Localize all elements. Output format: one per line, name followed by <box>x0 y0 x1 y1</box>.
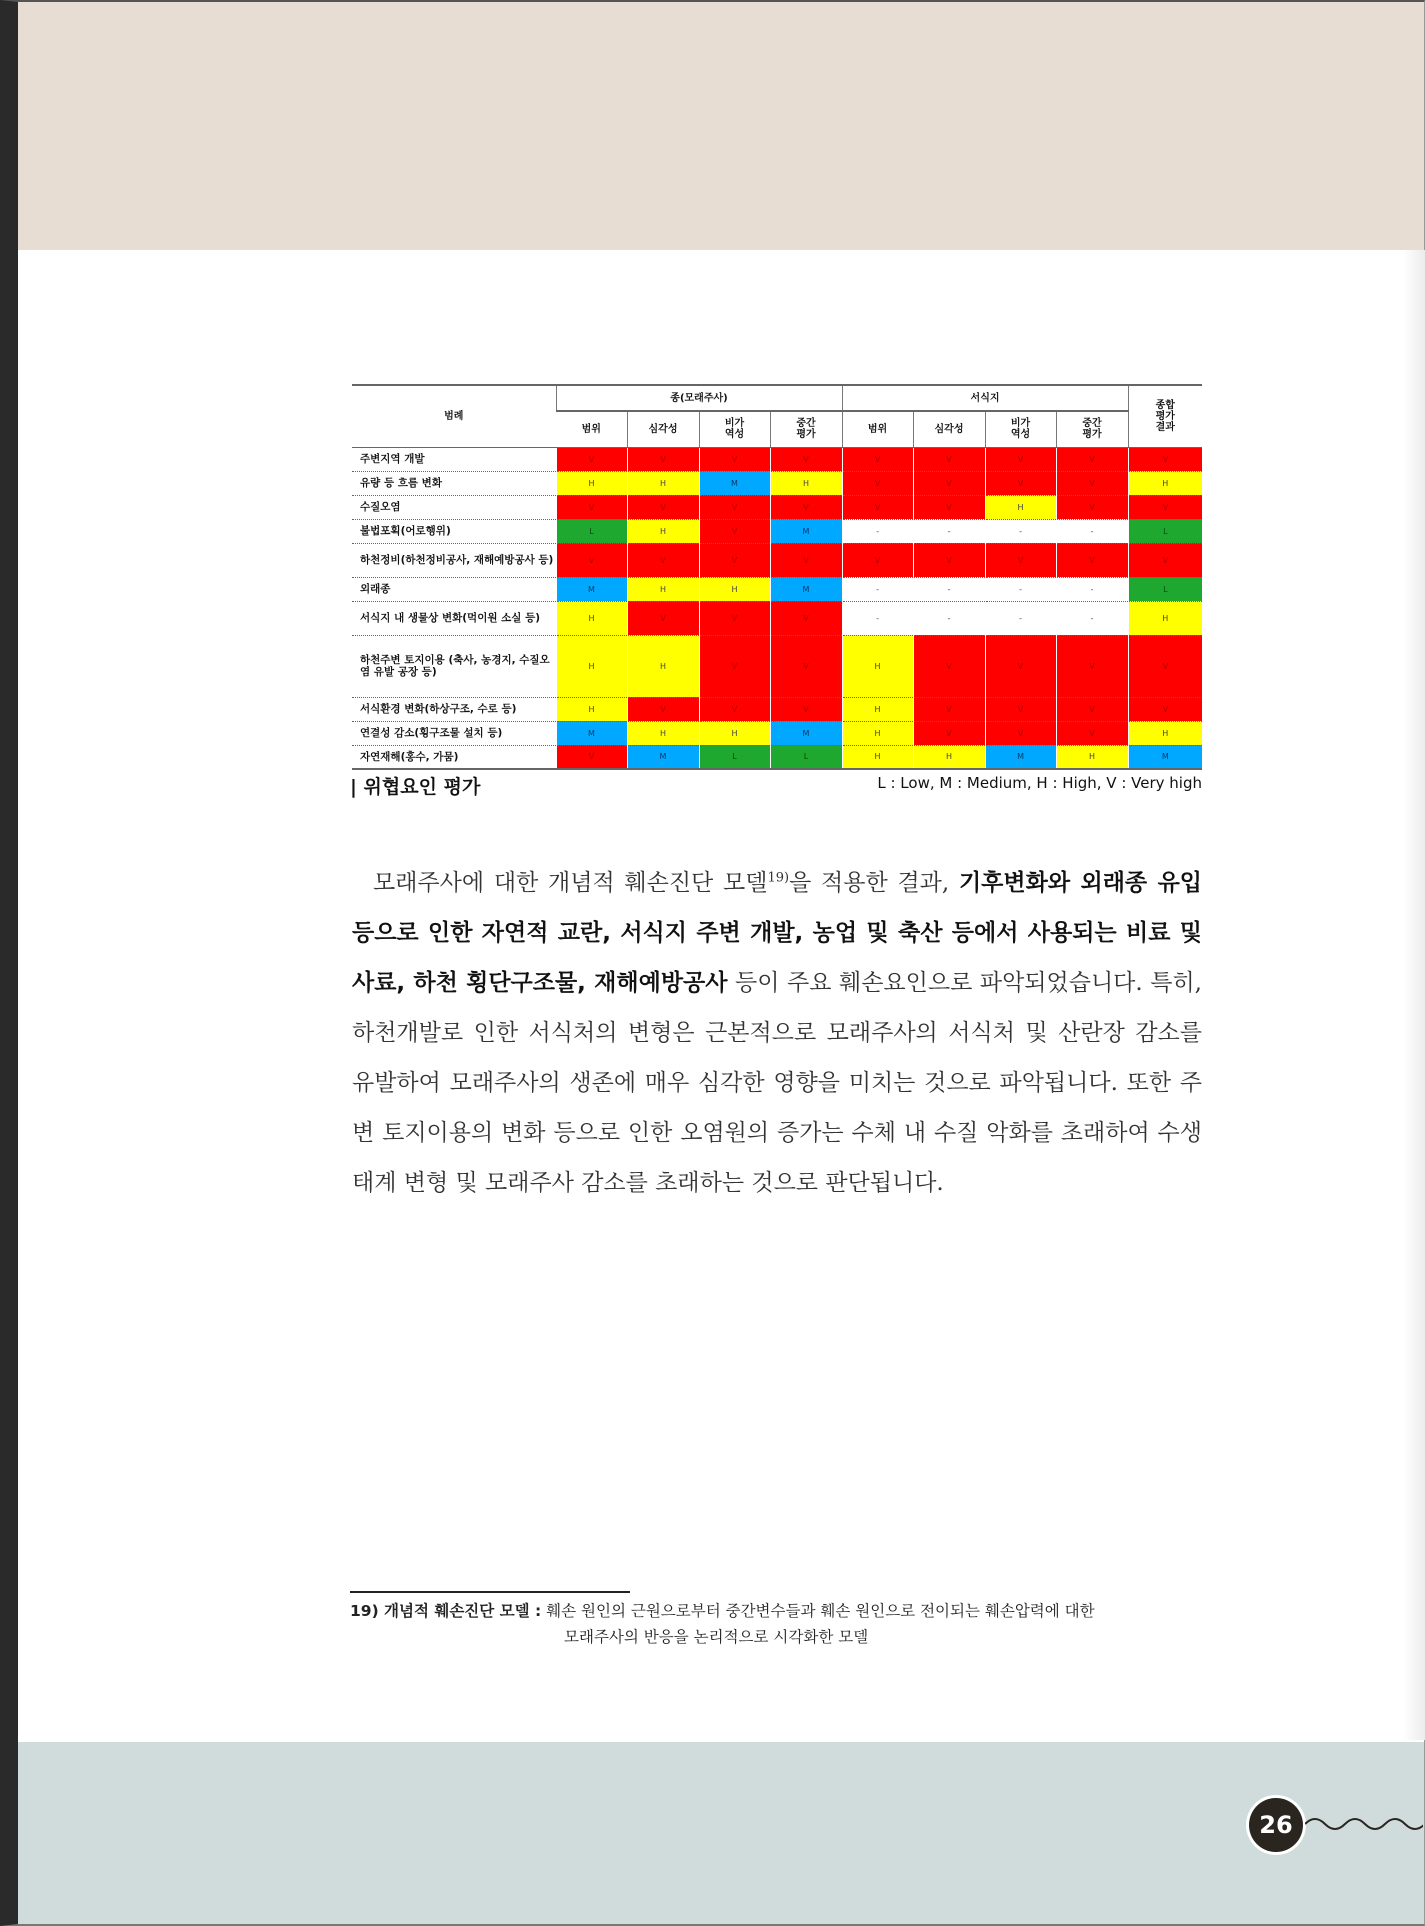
rating-cell: V <box>913 447 985 471</box>
rating-cell: V <box>627 543 699 577</box>
rating-cell: H <box>770 471 842 495</box>
rating-cell: V <box>770 543 842 577</box>
subheader-4: 범위 <box>842 411 913 447</box>
rating-cell: V <box>699 697 770 721</box>
table-row <box>352 635 1202 697</box>
row-label: 자연재해(홍수, 가뭄) <box>352 745 556 769</box>
rating-cell: H <box>1056 745 1128 769</box>
rating-cell: V <box>770 447 842 471</box>
rating-cell: V <box>1056 447 1128 471</box>
rating-cell: - <box>1056 519 1128 543</box>
rating-cell: L <box>770 745 842 769</box>
rating-cell: H <box>627 577 699 601</box>
rating-cell: V <box>627 601 699 635</box>
rating-cell: H <box>699 721 770 745</box>
rating-cell: V <box>556 543 627 577</box>
threat-assessment-table <box>352 384 1202 770</box>
rating-cell: V <box>985 543 1056 577</box>
rating-cell: M <box>770 577 842 601</box>
rating-cell: V <box>842 495 913 519</box>
table-row <box>352 543 1202 577</box>
rating-cell: V <box>556 447 627 471</box>
rating-cell: V <box>913 697 985 721</box>
rating-cell: - <box>842 519 913 543</box>
table-row <box>352 577 1202 601</box>
rating-cell: V <box>699 447 770 471</box>
rating-cell: V <box>1056 635 1128 697</box>
rating-cell: H <box>556 697 627 721</box>
subheader-2: 비가 역성 <box>699 411 770 447</box>
rating-cell: - <box>842 601 913 635</box>
top-band <box>18 2 1424 250</box>
subheader-1: 심각성 <box>627 411 699 447</box>
rating-cell: H <box>627 635 699 697</box>
table-row <box>352 721 1202 745</box>
rating-cell: V <box>699 543 770 577</box>
rating-cell: H <box>627 721 699 745</box>
row-label: 불법포획(어로행위) <box>352 519 556 543</box>
row-label: 연결성 감소(횡구조물 설치 등) <box>352 721 556 745</box>
rating-cell: V <box>1128 447 1202 471</box>
table-legend: L : Low, M : Medium, H : High, V : Very high <box>877 774 1202 792</box>
rating-cell: M <box>699 471 770 495</box>
row-label: 서식지 내 생물상 변화(먹이원 소실 등) <box>352 601 556 635</box>
table-row <box>352 745 1202 769</box>
body-text-part: 모래주사에 대한 개념적 훼손진단 모델 <box>373 870 768 896</box>
rating-cell: V <box>627 495 699 519</box>
wave-decoration-icon <box>1305 1812 1423 1836</box>
rating-cell: - <box>913 601 985 635</box>
rating-cell: H <box>1128 721 1202 745</box>
row-label: 외래종 <box>352 577 556 601</box>
rating-cell: L <box>699 745 770 769</box>
rating-cell: V <box>1128 543 1202 577</box>
body-paragraph <box>352 858 1202 1208</box>
rating-cell: M <box>770 721 842 745</box>
rating-cell: M <box>627 745 699 769</box>
body-text-bold: 기후변화와 외래종 유입 등으로 인한 자연적 교란, 서식지 주변 개발, 농업 및 축산 등에서 사용되는 비료 및 사료, 하천 횡단구조물, 재해예방공사 <box>352 870 1203 996</box>
rating-cell: M <box>985 745 1056 769</box>
rating-cell: H <box>556 635 627 697</box>
rating-cell: H <box>1128 471 1202 495</box>
rating-cell: V <box>985 447 1056 471</box>
rating-cell: V <box>1056 471 1128 495</box>
subheader-0: 범위 <box>556 411 627 447</box>
rating-cell: - <box>985 577 1056 601</box>
rating-cell: H <box>985 495 1056 519</box>
row-label: 서식환경 변화(하상구조, 수로 등) <box>352 697 556 721</box>
rating-cell: V <box>913 635 985 697</box>
page-edge-shadow <box>1403 250 1425 1740</box>
rating-cell: H <box>556 471 627 495</box>
rating-cell: H <box>1128 601 1202 635</box>
rating-cell: V <box>699 519 770 543</box>
rating-cell: V <box>842 471 913 495</box>
footnote-text: 훼손 원인의 근원으로부터 중간변수들과 훼손 원인으로 전이되는 훼손압력에 대한 <box>541 1602 1095 1620</box>
row-label: 하천정비(하천정비공사, 재해예방공사 등) <box>352 543 556 577</box>
rating-cell: H <box>842 745 913 769</box>
rating-cell: V <box>842 543 913 577</box>
rating-cell: V <box>770 495 842 519</box>
rating-cell: V <box>770 601 842 635</box>
table-row <box>352 495 1202 519</box>
rating-cell: V <box>913 495 985 519</box>
rating-cell: - <box>913 519 985 543</box>
subheader-6: 비가 역성 <box>985 411 1056 447</box>
subheader-7: 중간 평가 <box>1056 411 1128 447</box>
rating-cell: M <box>770 519 842 543</box>
rating-cell: - <box>913 577 985 601</box>
rating-cell: L <box>1128 577 1202 601</box>
rating-cell: V <box>556 495 627 519</box>
rating-cell: - <box>1056 601 1128 635</box>
rating-cell: V <box>1128 635 1202 697</box>
rating-cell: V <box>985 635 1056 697</box>
threat-assessment-table-wrap <box>352 384 1202 770</box>
footnote <box>350 1598 1202 1650</box>
footnote-label: 19) 개념적 훼손진단 모델 : <box>350 1602 542 1620</box>
footnote-ref[interactable]: 19) <box>767 870 790 886</box>
rating-cell: - <box>842 577 913 601</box>
rating-cell: H <box>627 519 699 543</box>
rating-cell: M <box>1128 745 1202 769</box>
body-text-part: 을 적용한 결과, <box>789 870 959 896</box>
rating-cell: - <box>985 601 1056 635</box>
rating-cell: H <box>842 721 913 745</box>
table-row <box>352 697 1202 721</box>
rating-cell: H <box>913 745 985 769</box>
header-habitat-group: 서식지 <box>842 385 1128 411</box>
page-number-badge: 26 <box>1249 1798 1303 1852</box>
rating-cell: - <box>1056 577 1128 601</box>
table-caption: | 위협요인 평가 <box>350 776 481 798</box>
table-row <box>352 447 1202 471</box>
rating-cell: - <box>985 519 1056 543</box>
rating-cell: H <box>842 635 913 697</box>
rating-cell: V <box>556 745 627 769</box>
row-label: 하천주변 토지이용 (축사, 농경지, 수질오염 유발 공장 등) <box>352 635 556 697</box>
rating-cell: V <box>770 635 842 697</box>
table-row <box>352 519 1202 543</box>
rating-cell: V <box>627 697 699 721</box>
rating-cell: V <box>985 471 1056 495</box>
footnote-divider <box>350 1591 630 1593</box>
header-overall: 종합 평가 결과 <box>1128 385 1202 447</box>
row-label: 유량 등 흐름 변화 <box>352 471 556 495</box>
subheader-3: 중간 평가 <box>770 411 842 447</box>
rating-cell: V <box>842 447 913 471</box>
rating-cell: V <box>913 721 985 745</box>
row-label: 수질오염 <box>352 495 556 519</box>
body-text-part: 등이 주요 훼손요인으로 파악되었습니다. 특히, 하천개발로 인한 서식처의 변형은 근본적으로 모래주사의 서식처 및 산란장 감소를 유발하여 모래주사의 생존에 매우 심각한 영향을 미치는 것으로 파악됩니다. 또한 주변 토지이용의 변화 등으로 인한 오염원의 증가는 수체 내 수질 악화를 초래하여 수생태계 변형 및 모래주사 감소를 초래하는 것으로 판단됩니다. <box>352 970 1202 1196</box>
rating-cell: H <box>556 601 627 635</box>
rating-cell: V <box>913 471 985 495</box>
rating-cell: V <box>913 543 985 577</box>
rating-cell: H <box>842 697 913 721</box>
rating-cell: H <box>627 471 699 495</box>
rating-cell: M <box>556 577 627 601</box>
rating-cell: V <box>1128 495 1202 519</box>
rating-cell: V <box>1056 721 1128 745</box>
rating-cell: V <box>985 697 1056 721</box>
rating-cell: L <box>556 519 627 543</box>
rating-cell: V <box>1056 697 1128 721</box>
rating-cell: V <box>699 601 770 635</box>
rating-cell: H <box>699 577 770 601</box>
rating-cell: V <box>699 635 770 697</box>
subheader-5: 심각성 <box>913 411 985 447</box>
rating-cell: V <box>1056 495 1128 519</box>
table-row <box>352 471 1202 495</box>
rating-cell: V <box>1056 543 1128 577</box>
header-species-group: 종(모래주사) <box>556 385 842 411</box>
table-row <box>352 601 1202 635</box>
header-category: 범례 <box>352 385 556 447</box>
rating-cell: V <box>627 447 699 471</box>
rating-cell: V <box>985 721 1056 745</box>
footnote-text-continued: 모래주사의 반응을 논리적으로 시각화한 모델 <box>564 1628 869 1646</box>
rating-cell: V <box>1128 697 1202 721</box>
rating-cell: V <box>699 495 770 519</box>
rating-cell: V <box>770 697 842 721</box>
row-label: 주변지역 개발 <box>352 447 556 471</box>
bottom-band <box>18 1742 1424 1924</box>
rating-cell: L <box>1128 519 1202 543</box>
rating-cell: M <box>556 721 627 745</box>
